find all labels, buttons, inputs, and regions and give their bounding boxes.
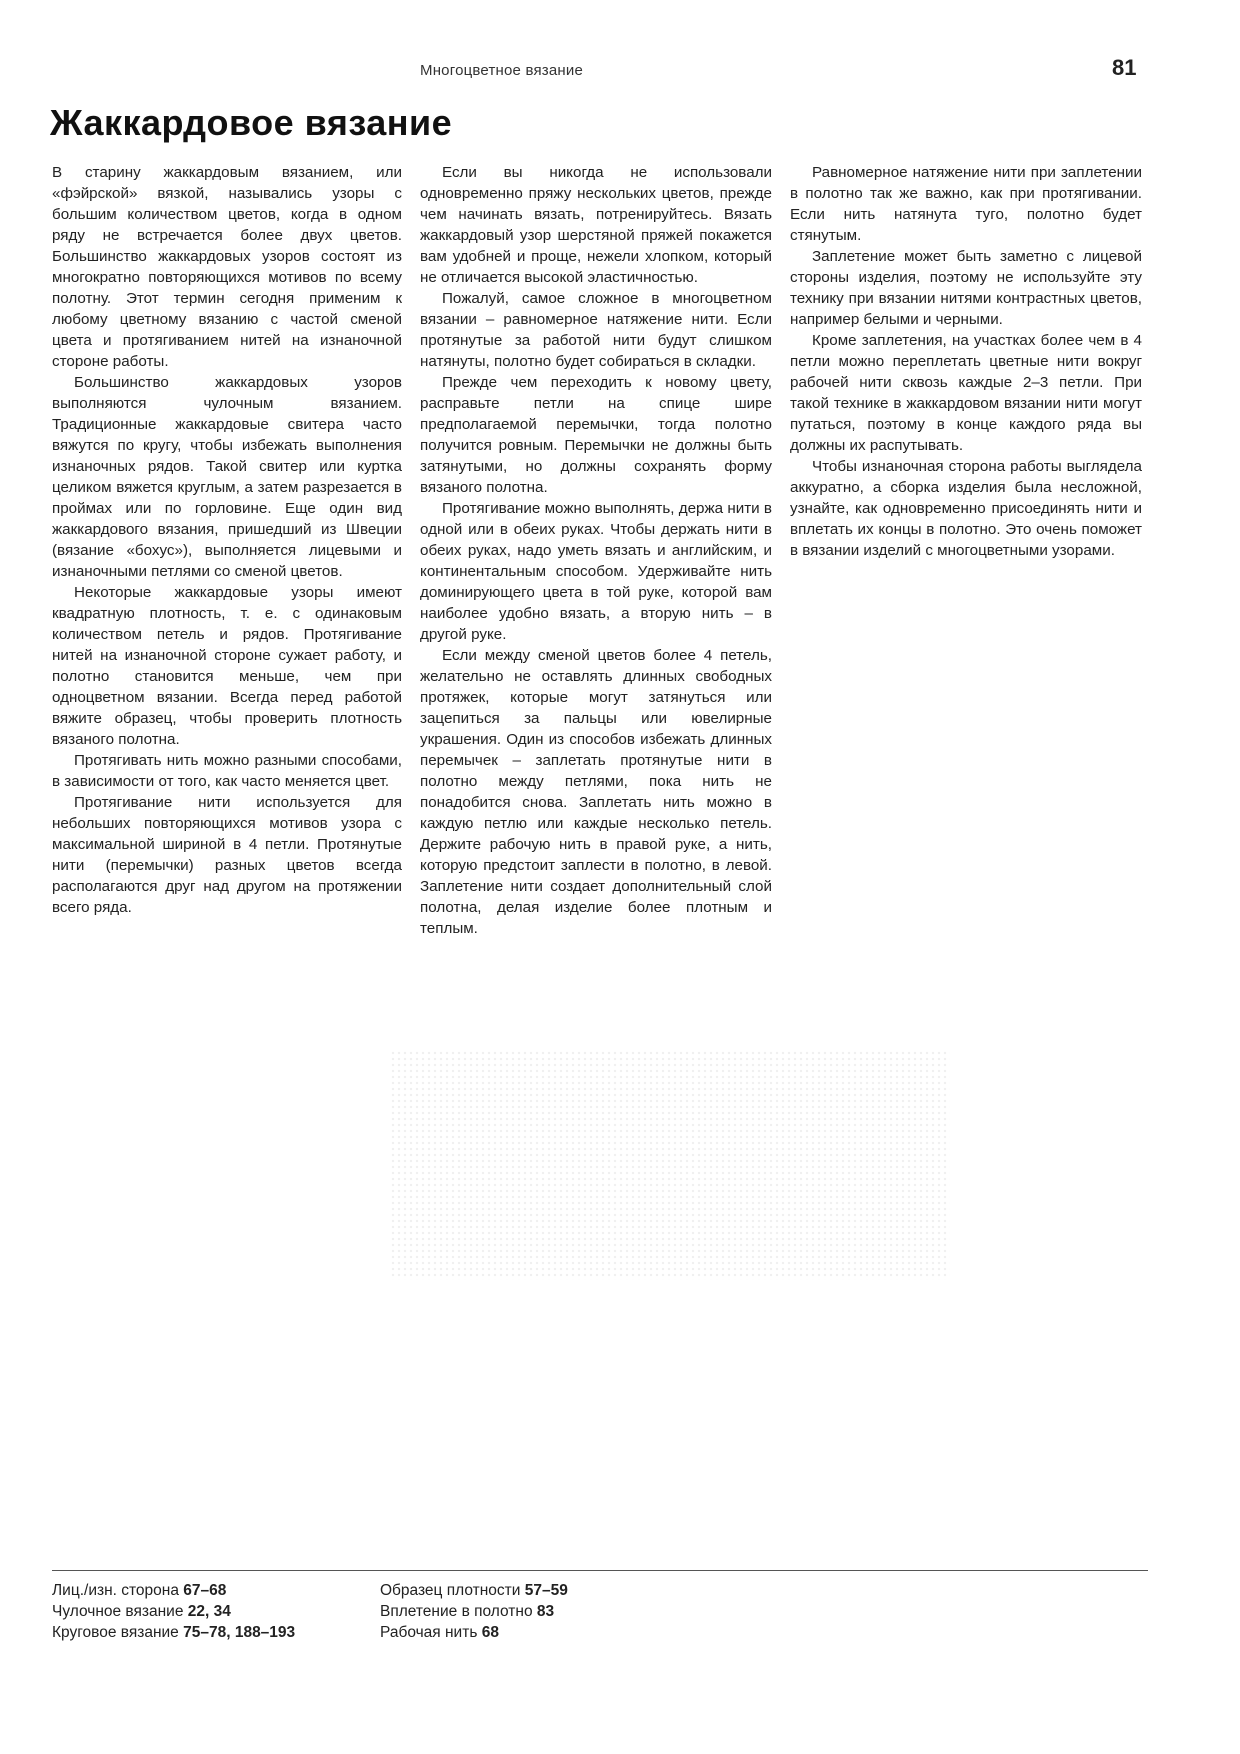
paragraph: Если вы никогда не использовали одновременно пряжу нескольких цветов, прежде чем начинать вязать, потренируйтесь. Вязать жаккардовый узор шерстяной пряжей покажется вам удобней и проще, нежели хлопком, который не отличается высокой эластичностью.: [420, 164, 772, 286]
text-column-2: [420, 162, 772, 939]
reference-item: [52, 1580, 295, 1601]
reference-label: Вплетение в полотно: [380, 1603, 533, 1620]
text-column-3: [790, 162, 1142, 561]
paragraph: Большинство жаккардовых узоров выполняются чулочным вязанием. Традиционные жаккардовые свитера часто вяжутся по кругу, чтобы избежать выполнения изнаночных рядов. Такой свитер или куртка целиком вяжется круглым, а затем разрезается в проймах или по горловине. Еще один вид жаккардового вязания, пришедший из Швеции (вязание «бохус»), выполняется лицевыми и изнаночными петлями со сменой цветов.: [52, 374, 402, 580]
reference-item: [52, 1601, 295, 1622]
paragraph: Равномерное натяжение нити при заплетении в полотно так же важно, как при протягивании. Если нить натянута туго, полотно будет стянутым.: [790, 164, 1142, 244]
paragraph: Прежде чем переходить к новому цвету, расправьте петли на спице шире предполагаемой перемычки, тогда полотно получится ровным. Перемычки не должны быть затянутыми, но должны сохранять форму вязаного полотна.: [420, 374, 772, 496]
reference-label: Чулочное вязание: [52, 1603, 184, 1620]
paragraph: Пожалуй, самое сложное в многоцветном вязании – равномерное натяжение нити. Если протянутые за работой нити будут слишком натянуты, полотно будет собираться в складки.: [420, 290, 772, 370]
references-left: [52, 1580, 295, 1643]
reference-pages: 67–68: [183, 1582, 227, 1599]
running-head: Многоцветное вязание: [420, 62, 583, 79]
page-number: 81: [1112, 55, 1137, 80]
paragraph: Протягивать нить можно разными способами, в зависимости от того, как часто меняется цвет.: [52, 752, 402, 790]
reference-pages: 83: [536, 1603, 555, 1620]
footer-rule: [52, 1570, 1148, 1571]
reference-item: [52, 1622, 295, 1643]
reference-item: [380, 1580, 568, 1601]
references-right: [380, 1580, 568, 1643]
paragraph: Если между сменой цветов более 4 петель, желательно не оставлять длинных свободных протяжек, которые могут затянуться или зацепиться за пальцы или ювелирные украшения. Один из способов избежать длинных перемычек – заплетать протянутые нити в полотно между петлями, пока нить не понадобится снова. Заплетать нить можно в каждую петлю или каждые несколько петель. Держите рабочую нить в правой руке, а нить, которую предстоит заплести в полотно, в левой. Заплетение нити создает дополнительный слой полотна, делая изделие более плотным и теплым.: [420, 647, 772, 937]
paragraph: Протягивание нити используется для небольших повторяющихся мотивов узора с максимальной шириной в 4 петли. Протянутые нити (перемычки) разных цветов всегда располагаются друг над другом на протяжении всего ряда.: [52, 794, 402, 916]
paragraph: Чтобы изнаночная сторона работы выглядела аккуратно, а сборка изделия была несложной, узнайте, как одновременно присоединять нити и вплетать их концы в полотно. Это очень поможет в вязании изделий с многоцветными узорами.: [790, 458, 1142, 559]
page-title: Жаккардовое вязание: [50, 102, 453, 143]
reference-pages: 68: [481, 1624, 499, 1641]
reference-label: Рабочая нить: [380, 1624, 478, 1641]
reference-item: [380, 1622, 568, 1643]
reference-label: Круговое вязание: [52, 1624, 179, 1641]
reference-item: [380, 1601, 568, 1622]
paragraph: Заплетение может быть заметно с лицевой стороны изделия, поэтому не используйте эту технику при вязании нитями контрастных цветов, например белыми и черными.: [790, 248, 1142, 328]
text-column-1: [52, 162, 402, 918]
reference-pages: 57–59: [524, 1582, 568, 1599]
reference-label: Лиц./изн. сторона: [52, 1582, 179, 1599]
paragraph: Кроме заплетения, на участках более чем в 4 петли можно переплетать цветные нити вокруг рабочей нити сквозь каждые 2–3 петли. При такой технике в жаккардовом вязании нити могут путаться, поэтому в конце каждого ряда вы должны их распутывать.: [790, 332, 1142, 454]
halftone-background: [390, 1050, 950, 1280]
paragraph: В старину жаккардовым вязанием, или «фэйрской» вязкой, назывались узоры с большим количеством цветов, когда в одном ряду не встречается более двух цветов. Большинство жаккардовых узоров состоят из многократно повторяющихся мотивов по всему полотну. Этот термин сегодня применим к любому цветному вязанию с частой сменой цвета и протягиванием нитей на изнаночной стороне работы.: [52, 164, 402, 370]
reference-pages: 22, 34: [187, 1603, 231, 1620]
reference-label: Образец плотности: [380, 1582, 521, 1599]
paragraph: Некоторые жаккардовые узоры имеют квадратную плотность, т. е. с одинаковым количеством петель и рядов. Протягивание нитей на изнаночной стороне сужает работу, и полотно становится меньше, чем при одноцветном вязании. Всегда перед работой вяжите образец, чтобы проверить плотность вязаного полотна.: [52, 584, 402, 748]
reference-pages: 75–78, 188–193: [183, 1624, 296, 1641]
paragraph: Протягивание можно выполнять, держа нити в одной или в обеих руках. Чтобы держать нити в обеих руках, надо уметь вязать и английским, и континентальным способом. Удерживайте нить доминирующего цвета в той руке, которой вам наиболее удобно вязать, а вторую нить – в другой руке.: [420, 500, 772, 643]
